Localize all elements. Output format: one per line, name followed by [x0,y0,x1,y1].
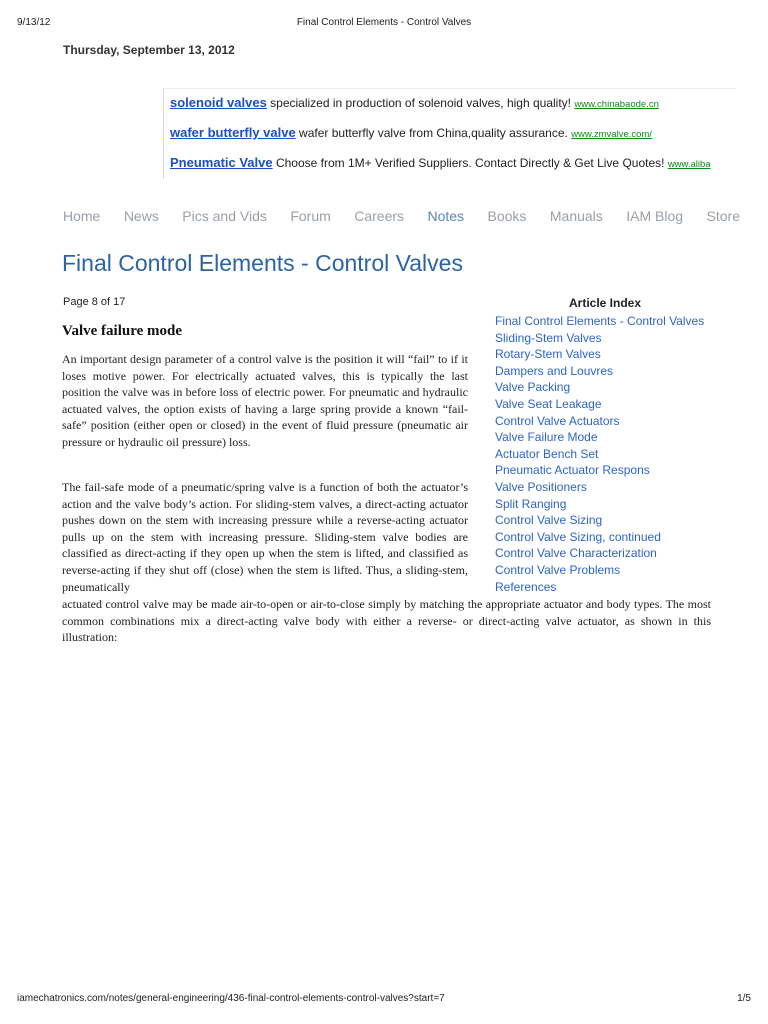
nav-item-books[interactable]: Books [487,208,527,224]
index-link[interactable]: Control Valve Actuators [495,413,620,428]
ad-item[interactable] [170,125,652,140]
ad-panel [163,88,736,179]
index-link[interactable]: Valve Seat Leakage [495,396,602,411]
nav-item-notes[interactable]: Notes [427,208,465,224]
ad-title-link[interactable]: solenoid valves [170,95,267,110]
article-title[interactable]: Final Control Elements - Control Valves [62,250,463,276]
nav-item-news[interactable]: News [123,208,159,224]
main-nav [63,208,759,226]
nav-item-store[interactable]: Store [706,208,740,224]
index-link[interactable]: Pneumatic Actuator Respons [495,463,650,478]
index-link[interactable]: Split Ranging [495,496,567,511]
ad-url-link[interactable]: www.chinabaode.cn [574,99,659,110]
print-footer-url: iamechatronics.com/notes/general-engineering/436-final-control-elements-control-valves?start=7 [17,993,445,1004]
print-footer-page: 1/5 [737,993,751,1004]
index-link[interactable]: Control Valve Problems [495,562,621,577]
body-paragraph: The fail-safe mode of a pneumatic/spring valve is a function of both the actuator’s action and the valve body’s action. For sliding-stem valves, a direct-acting actuator pushes down on the stem with increasing pressure while a reverse-acting actuator pulls up on the stem with increasing pressure. Sliding-stem valve bodies are classified as direct-acting if they open up when the stem is lifted, and classified as reverse-acting if they shut off (close) when the stem is lifted. Thus, a sliding-stem, pneumatically [62,480,468,594]
ad-text: wafer butterfly valve from China,quality assurance. [295,126,572,140]
article-index-title: Article Index [568,296,642,310]
index-link[interactable]: Actuator Bench Set [495,446,599,461]
print-header-date: 9/13/12 [17,17,51,28]
ad-item[interactable] [170,95,659,110]
index-link[interactable]: Valve Failure Mode [495,430,598,445]
nav-item-manuals[interactable]: Manuals [549,208,603,224]
ad-title-link[interactable]: wafer butterfly valve [170,125,296,140]
ad-url-link[interactable]: www.zmvalve.com/ [571,129,652,140]
blog-date: Thursday, September 13, 2012 [63,43,235,57]
ad-text: Choose from 1M+ Verified Suppliers. Contact Directly & Get Live Quotes! [272,156,668,170]
index-link[interactable]: Sliding-Stem Valves [495,330,602,345]
nav-item-home[interactable]: Home [63,208,101,224]
index-link[interactable]: Valve Packing [495,380,571,395]
nav-item-iam-blog[interactable]: IAM Blog [626,208,684,224]
index-link[interactable]: Control Valve Sizing, continued [495,529,661,544]
ad-url-link[interactable]: www.aliba [667,159,711,170]
index-link[interactable]: Valve Positioners [495,479,587,494]
index-link[interactable]: Dampers and Louvres [495,363,614,378]
nav-item-careers[interactable]: Careers [354,208,405,224]
nav-item-forum[interactable]: Forum [290,208,331,224]
nav-item-pics-and-vids[interactable]: Pics and Vids [182,208,267,224]
body-paragraph: An important design parameter of a control valve is the position it will “fail” to if it loses motive power. For electrically actuated valves, this is typically the last position the valve was in before loss of electric power. For pneumatic and hydraulic actuated valves, the option exists of having a large spring provide a known “fail-safe” position (either open or closed) in the event of fluid pressure (pneumatic air pressure or hydraulic oil pressure) loss. [62,352,468,449]
index-link[interactable]: Final Control Elements - Control Valves [495,314,705,328]
index-link[interactable]: Control Valve Characterization [495,546,657,561]
ad-title-link[interactable]: Pneumatic Valve [170,155,273,170]
article-index [480,296,730,595]
section-heading: Valve failure mode [62,323,182,339]
index-link[interactable]: Control Valve Sizing [495,513,603,528]
page-count: Page 8 of 17 [63,296,126,308]
body-paragraph-continued: actuated control valve may be made air-to-open or air-to-close simply by matching the appropriate actuator and body types. The most common combinations mix a direct-acting valve body with either a reverse- or direct-acting valve actuator, as shown in this illustration: [62,597,711,645]
index-link[interactable]: Rotary-Stem Valves [495,347,601,362]
index-link[interactable]: References [495,579,557,594]
ad-text: specialized in production of solenoid valves, high quality! [266,96,575,110]
ad-item[interactable] [170,155,736,170]
print-header-title: Final Control Elements - Control Valves [296,17,472,28]
